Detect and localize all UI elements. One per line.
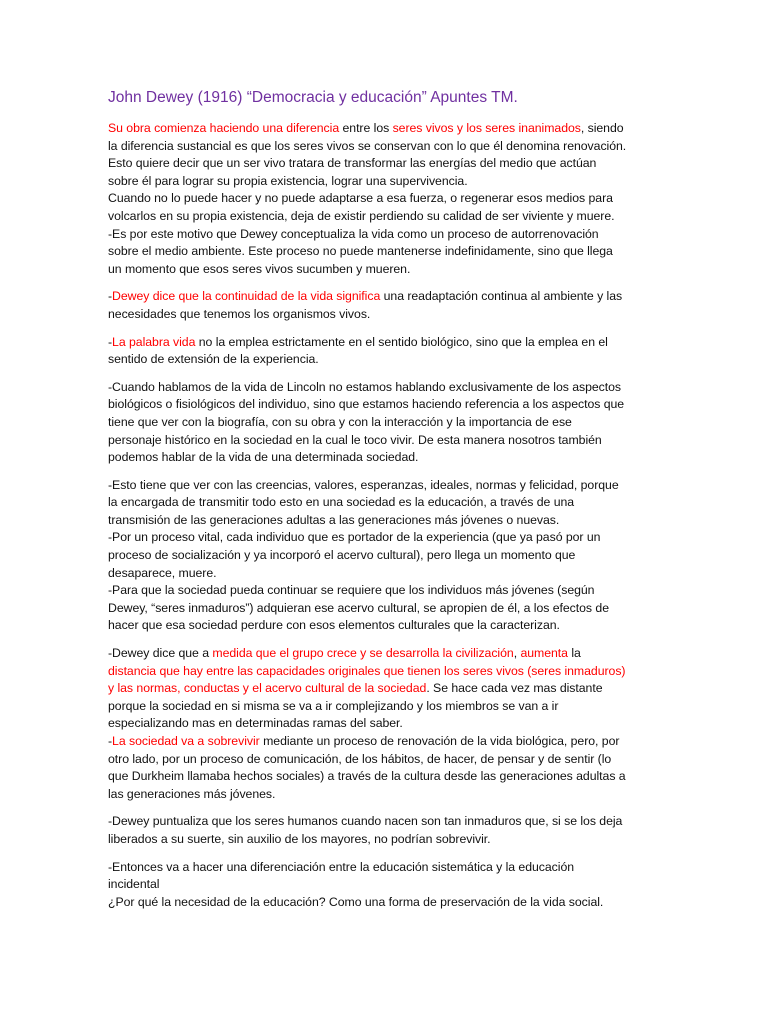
body-text: biológicos o fisiológicos del individuo, sino que estamos haciendo referencia a los aspectos que xyxy=(108,397,625,412)
paragraph xyxy=(108,813,663,848)
text-line xyxy=(108,786,663,804)
body-text: personaje histórico en la sociedad en la cual le toco vivir. De esta manera nosotros también xyxy=(108,432,602,447)
text-line xyxy=(108,477,663,495)
body-text: hacer que esa sociedad perdure con esos elementos culturales que la caracterizan. xyxy=(108,618,560,633)
body-text: -Por un proceso vital, cada individuo que es portador de la experiencia (que ya pasó por un xyxy=(108,530,601,545)
text-line xyxy=(108,582,663,600)
document-content xyxy=(108,88,663,921)
highlighted-text: La palabra vida xyxy=(112,334,196,349)
body-text: volcarlos en su propia existencia, deja de existir perdiendo su calidad de ser viviente y muere. xyxy=(108,208,615,223)
text-line xyxy=(108,512,663,530)
body-text: desaparece, muere. xyxy=(108,565,217,580)
paragraph xyxy=(108,120,663,278)
text-line xyxy=(108,617,663,635)
body-text: , siendo xyxy=(580,121,624,135)
body-text: -Entonces va a hacer una diferenciación entre la educación sistemática y la educación xyxy=(108,859,575,874)
text-line xyxy=(108,494,663,512)
highlighted-text: La sociedad va a sobrevivir xyxy=(112,734,260,748)
body-text: -Cuando hablamos de la vida de Lincoln no estamos hablando exclusivamente de los aspectos xyxy=(108,379,622,394)
text-line xyxy=(108,334,663,352)
text-line xyxy=(108,698,663,716)
text-line xyxy=(108,813,663,831)
body-text: - xyxy=(108,734,113,748)
text-line xyxy=(108,449,663,467)
body-text: sentido de extensión de la experiencia. xyxy=(108,352,319,367)
body-text: -Dewey dice que a xyxy=(108,646,213,661)
paragraph xyxy=(108,379,663,467)
body-text: proceso de socialización y ya incorporó el acervo cultural), pero llega un momento que xyxy=(108,548,576,563)
text-line xyxy=(108,894,663,912)
text-line xyxy=(108,120,663,138)
body-text: incidental xyxy=(108,877,160,892)
body-text: una readaptación continua al ambiente y las xyxy=(380,289,623,304)
body-text: -Para que la sociedad pueda continuar se requiere que los individuos más jóvenes (según xyxy=(108,583,595,598)
document-body xyxy=(108,120,663,911)
text-line xyxy=(108,414,663,432)
text-line xyxy=(108,288,663,306)
document-title: John Dewey (1916) “Democracia y educación” Apuntes TM. xyxy=(108,89,518,106)
body-text: la diferencia sustancial es que los seres vivos se conservan con lo que él denomina renovación. xyxy=(108,138,627,153)
text-line xyxy=(108,190,663,208)
highlighted-text: y las normas, conductas y el acervo cultural de la sociedad xyxy=(108,681,427,696)
body-text: un momento que esos seres vivos sucumben y mueren. xyxy=(108,261,411,276)
text-line xyxy=(108,733,663,751)
paragraph xyxy=(108,288,663,323)
body-text: podemos hablar de la vida de una determinada sociedad. xyxy=(108,450,419,465)
body-text: , xyxy=(513,646,521,661)
highlighted-text: seres vivos y los seres inanimados xyxy=(392,121,581,135)
body-text: - xyxy=(108,334,113,349)
text-line xyxy=(108,680,663,698)
text-line xyxy=(108,751,663,769)
highlighted-text: medida que el grupo crece y se desarrolla la civilización xyxy=(212,646,514,661)
text-line xyxy=(108,715,663,733)
text-line xyxy=(108,663,663,681)
text-line xyxy=(108,565,663,583)
highlighted-text: Su obra comienza haciendo una diferencia xyxy=(108,121,340,135)
body-text: tiene que ver con la biografía, con su obra y con la interacción y la importancia de ese xyxy=(108,414,572,429)
text-line xyxy=(108,351,663,369)
paragraph xyxy=(108,645,663,803)
body-text: no la emplea estrictamente en el sentido biológico, sino que la emplea en el xyxy=(195,334,608,349)
text-line xyxy=(108,379,663,397)
body-text: -Esto tiene que ver con las creencias, valores, esperanzas, ideales, normas y felicidad, porque xyxy=(108,477,619,492)
text-line xyxy=(108,432,663,450)
body-text: sobre él para lograr su propia existencia, lograr una supervivencia. xyxy=(108,173,468,188)
body-text: Esto quiere decir que un ser vivo tratara de transformar las energías del medio que actúan xyxy=(108,156,597,171)
body-text: -Es por este motivo que Dewey conceptualiza la vida como un proceso de autorrenovación xyxy=(108,226,599,241)
body-text: sobre el medio ambiente. Este proceso no puede mantenerse indefinidamente, sino que llega xyxy=(108,244,613,259)
paragraph xyxy=(108,477,663,635)
highlighted-text: aumenta xyxy=(520,646,568,661)
text-line xyxy=(108,243,663,261)
body-text: mediante un proceso de renovación de la vida biológica, pero, por xyxy=(259,734,620,748)
paragraph xyxy=(108,859,663,912)
text-line xyxy=(108,876,663,894)
highlighted-text: Dewey dice que la continuidad de la vida significa xyxy=(112,289,381,304)
body-text: las generaciones más jóvenes. xyxy=(108,786,276,801)
body-text: -Dewey puntualiza que los seres humanos cuando nacen son tan inmaduros que, si se los deja xyxy=(108,814,623,829)
text-line xyxy=(108,768,663,786)
body-text: entre los xyxy=(339,121,393,135)
highlighted-text: distancia que hay entre las capacidades originales que tienen los seres vivos (seres inmaduros) xyxy=(108,663,626,678)
text-line xyxy=(108,831,663,849)
body-text: que Durkheim llamaba hechos sociales) a través de la cultura desde las generaciones adultas a xyxy=(108,769,626,784)
text-line xyxy=(108,396,663,414)
body-text: otro lado, por un proceso de comunicación, de los hábitos, de hacer, de pensar y de sentir (lo xyxy=(108,751,612,766)
text-line xyxy=(108,155,663,173)
text-line xyxy=(108,208,663,226)
text-line xyxy=(108,645,663,663)
body-text: - xyxy=(108,289,113,304)
body-text: la encargada de transmitir todo esto en una sociedad es la educación, a través de una xyxy=(108,495,575,510)
body-text: Cuando no lo puede hacer y no puede adaptarse a esa fuerza, o regenerar esos medios para xyxy=(108,191,613,206)
body-text: ¿Por qué la necesidad de la educación? Como una forma de preservación de la vida social. xyxy=(108,894,604,909)
body-text: Dewey, “seres inmaduros”) adquieran ese acervo cultural, se apropien de él, a los efectos de xyxy=(108,600,609,615)
body-text: porque la sociedad en si misma se va a ir complejizando y los miembros se van a ir xyxy=(108,698,559,713)
text-line xyxy=(108,226,663,244)
text-line xyxy=(108,138,663,156)
text-line xyxy=(108,600,663,618)
text-line xyxy=(108,547,663,565)
text-line xyxy=(108,306,663,324)
paragraph xyxy=(108,334,663,369)
body-text: la xyxy=(567,646,581,661)
body-text: transmisión de las generaciones adultas a las generaciones más jóvenes o nuevas. xyxy=(108,512,560,527)
text-line xyxy=(108,529,663,547)
text-line xyxy=(108,859,663,877)
body-text: liberados a su suerte, sin auxilio de los mayores, no podrían sobrevivir. xyxy=(108,831,491,846)
text-line xyxy=(108,173,663,191)
body-text: . Se hace cada vez mas distante xyxy=(426,681,603,696)
body-text: especializando mas en determinadas ramas del saber. xyxy=(108,716,403,731)
text-line xyxy=(108,261,663,279)
body-text: necesidades que tenemos los organismos vivos. xyxy=(108,306,371,321)
